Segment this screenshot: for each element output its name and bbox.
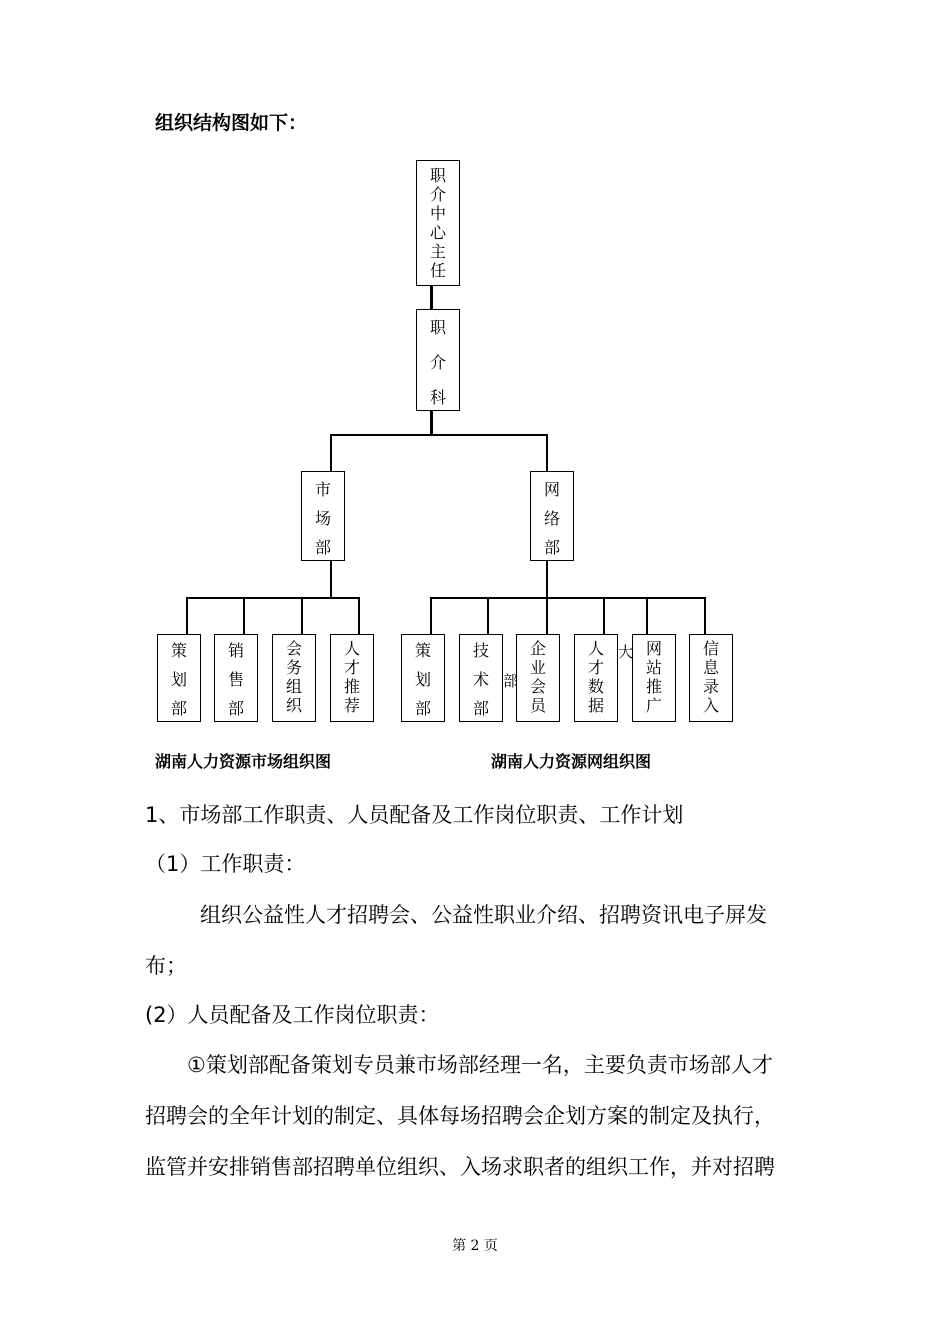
node-char: 技 (472, 641, 489, 660)
caption-market-chart: 湖南人力资源市场组织图 (155, 752, 332, 771)
connector-line (430, 597, 432, 635)
node-char: 录 (702, 677, 719, 696)
node-char: 市 (314, 480, 331, 499)
node-char: 推 (645, 677, 662, 696)
org-node-market-dept (301, 471, 345, 561)
connector-line (430, 410, 433, 435)
node-char: 网 (645, 639, 662, 658)
connector-line (487, 597, 489, 635)
paragraph-line: 布； (145, 954, 187, 978)
node-char: 策 (170, 641, 187, 660)
node-char: 务 (285, 658, 302, 677)
node-char: 介 (429, 353, 446, 372)
node-char: 部 (472, 699, 489, 718)
connector-line (430, 597, 706, 599)
node-char: 组 (285, 677, 302, 696)
node-char: 部 (227, 699, 244, 718)
subsection-heading: (2）人员配备及工作岗位职责： (145, 1003, 440, 1027)
node-char: 网 (543, 480, 560, 499)
node-char: 入 (702, 696, 719, 715)
node-char: 荐 (343, 696, 360, 715)
node-char: 才 (587, 658, 604, 677)
connector-line (330, 434, 547, 436)
connector-line (186, 597, 188, 635)
node-char: 场 (314, 509, 331, 528)
page-heading: 组织结构图如下： (155, 112, 308, 134)
connector-line (330, 560, 332, 598)
node-char: 会 (529, 677, 546, 696)
org-node-network-dept (530, 471, 574, 561)
node-char: 销 (227, 641, 244, 660)
connector-line (546, 560, 548, 598)
node-char: 心 (429, 223, 446, 242)
org-node-network-tech (459, 634, 503, 722)
node-char: 主 (429, 242, 446, 261)
node-char: 推 (343, 677, 360, 696)
connector-line (243, 597, 245, 635)
node-char: 才 (343, 658, 360, 677)
node-char: 部 (414, 699, 431, 718)
node-char: 部 (170, 699, 187, 718)
connector-line (301, 597, 303, 635)
node-char: 织 (285, 696, 302, 715)
node-char: 业 (529, 658, 546, 677)
connector-line (603, 597, 605, 635)
node-char: 职 (429, 318, 446, 337)
node-char: 科 (429, 388, 446, 407)
connector-line (358, 597, 360, 635)
stray-mark: 大 (618, 643, 634, 661)
paragraph-line: 组织公益性人才招聘会、公益性职业介绍、招聘资讯电子屏发 (200, 903, 767, 927)
connector-line (546, 597, 548, 635)
subsection-heading: （1）工作职责： (145, 852, 306, 876)
node-char: 站 (645, 658, 662, 677)
node-char: 介 (429, 185, 446, 204)
org-node-market-events (272, 634, 316, 722)
stray-mark: 部 (503, 672, 519, 690)
node-char: 划 (170, 670, 187, 689)
node-char: 售 (227, 670, 244, 689)
org-node-market-talent (330, 634, 374, 722)
paragraph-line: 监管并安排销售部招聘单位组织、入场求职者的组织工作，并对招聘 (145, 1155, 775, 1179)
org-node-network-planning (401, 634, 445, 722)
connector-line (430, 285, 433, 310)
paragraph-line: ①策划部配备策划专员兼市场部经理一名，主要负责市场部人才 (187, 1053, 773, 1077)
node-char: 策 (414, 641, 431, 660)
node-char: 络 (543, 509, 560, 528)
node-char: 信 (702, 639, 719, 658)
org-node-network-promotion (632, 634, 676, 722)
caption-network-chart: 湖南人力资源网组织图 (491, 752, 652, 771)
node-char: 人 (587, 639, 604, 658)
node-char: 企 (529, 639, 546, 658)
connector-line (646, 597, 648, 635)
node-char: 会 (285, 639, 302, 658)
page-number: 第 2 页 (452, 1238, 498, 1254)
org-node-network-members (516, 634, 560, 722)
org-node-network-data-entry (689, 634, 733, 722)
node-char: 息 (702, 658, 719, 677)
node-char: 人 (343, 639, 360, 658)
node-char: 职 (429, 166, 446, 185)
org-node-market-planning (157, 634, 201, 722)
section-heading: 1、市场部工作职责、人员配备及工作岗位职责、工作计划 (145, 803, 684, 827)
node-char: 部 (543, 538, 560, 557)
org-node-network-talent-data (574, 634, 618, 722)
node-char: 员 (529, 696, 546, 715)
connector-line (186, 597, 360, 599)
node-char: 划 (414, 670, 431, 689)
node-char: 中 (429, 204, 446, 223)
connector-line (704, 597, 706, 635)
connector-line (546, 434, 548, 472)
connector-line (330, 434, 332, 472)
org-node-director (416, 160, 460, 286)
node-char: 广 (645, 696, 662, 715)
org-node-market-sales (214, 634, 258, 722)
node-char: 数 (587, 677, 604, 696)
node-char: 据 (587, 696, 604, 715)
node-char: 术 (472, 670, 489, 689)
org-node-section (416, 309, 460, 411)
node-char: 任 (429, 261, 446, 280)
paragraph-line: 招聘会的全年计划的制定、具体每场招聘会企划方案的制定及执行， (145, 1104, 775, 1128)
node-char: 部 (314, 538, 331, 557)
